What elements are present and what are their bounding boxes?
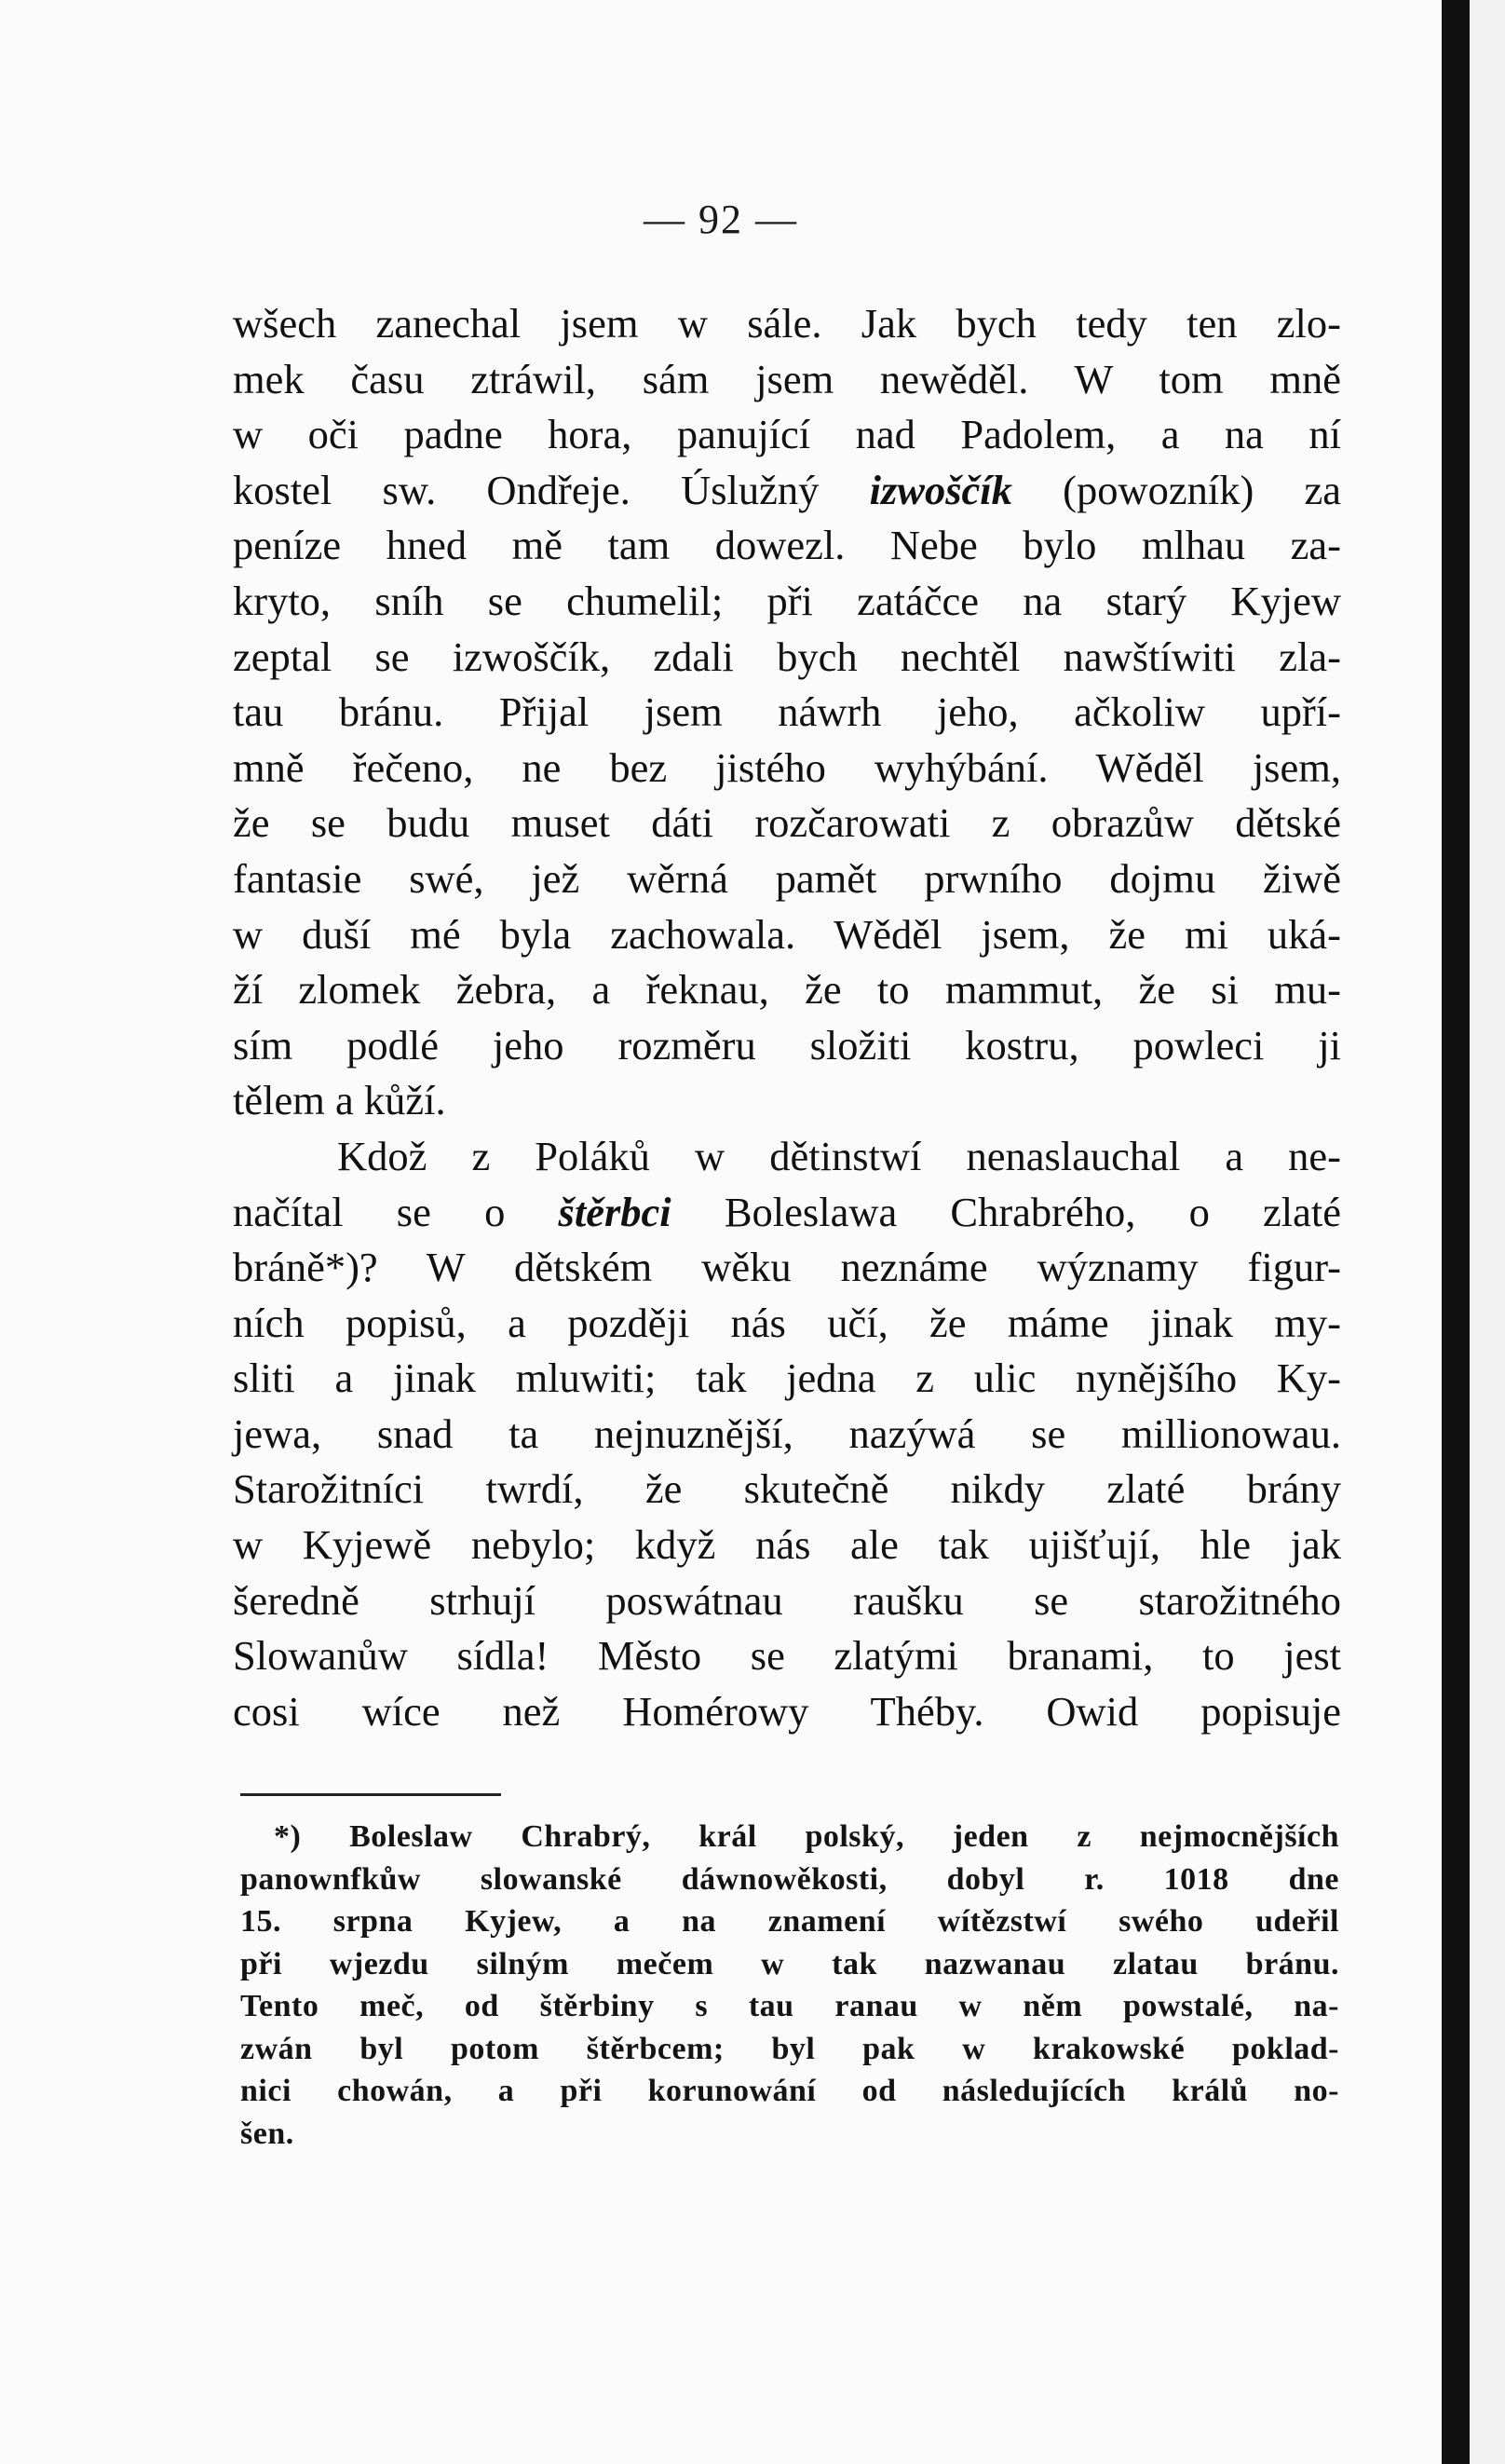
text-line: že se budu muset dáti rozčarowati z obrazůw dětské: [233, 799, 1341, 847]
footnote-line: panownfkůw slowanské dáwnowěkosti, dobyl r. 1018 dne: [240, 1861, 1339, 1897]
footnote-line: při wjezdu silným mečem w tak nazwanau zlatau bránu.: [240, 1946, 1339, 1981]
text-line: tělem a kůží.: [233, 1077, 446, 1124]
text-line: tau bránu. Přijal jsem náwrh jeho, ačkoliw upří-: [233, 688, 1341, 736]
italic-term-izwoscik: izwoščík: [869, 466, 1012, 513]
text-line: peníze hned mě tam dowezl. Nebe bylo mlhau za-: [233, 522, 1341, 569]
footnote-line: 15. srpna Kyjew, a na znamení wítězstwí swého udeřil: [240, 1904, 1339, 1939]
text-line: cosi wíce než Homérowy Théby. Owid popisuje: [233, 1687, 1341, 1735]
italic-term-sterbci: štěrbci: [558, 1188, 671, 1235]
text-line: fantasie swé, jež wěrná pamět prwního dojmu žiwě: [233, 854, 1341, 902]
text-line: kostel sw. Ondřeje. Úslužný izwoščík (powozník) za: [233, 466, 1341, 513]
footnote-line: *) Boleslaw Chrabrý, král polský, jeden z nejmocnějších: [274, 1819, 1339, 1854]
text-line: ních popisů, a později nás učí, že máme jinak my-: [233, 1299, 1341, 1346]
text-line: w oči padne hora, panující nad Padolem, a na ní: [233, 411, 1341, 458]
footnote-line: nici chowán, a při korunowání od následujících králů no-: [240, 2074, 1339, 2108]
page-number: — 92 —: [644, 197, 798, 242]
text-line: Slowanůw sídla! Město se zlatými branami, to jest: [233, 1632, 1341, 1680]
footnote: [240, 1816, 1339, 2155]
text-line: sím podlé jeho rozměru složiti kostru, powleci ji: [233, 1021, 1341, 1069]
footnote-line: Tento meč, od štěrbiny s tau ranau w něm powstalé, na-: [240, 1989, 1339, 2023]
text-line: Starožitníci twrdí, že skutečně nikdy zlaté brány: [233, 1465, 1341, 1513]
text-line: šeredně strhují poswátnau raušku se starožitného: [233, 1576, 1341, 1624]
scan-binding-shadow: [1442, 0, 1470, 2464]
text-line: Kdož z Poláků w dětinstwí nenaslauchal a ne-: [337, 1132, 1341, 1179]
main-text: [233, 296, 1341, 1739]
text-line: wšech zanechal jsem w sále. Jak bych tedy ten zlo-: [233, 300, 1341, 347]
footnote-separator: [240, 1793, 501, 1796]
text-line: w Kyjewě nebylo; když nás ale tak ujišťují, hle jak: [233, 1521, 1341, 1569]
text-line: zeptal se izwoščík, zdali bych nechtěl nawštíwiti zla-: [233, 633, 1341, 680]
text-line: w duší mé byla zachowala. Wěděl jsem, že mi uká-: [233, 910, 1341, 958]
text-line: sliti a jinak mluwiti; tak jedna z ulic nynějšího Ky-: [233, 1355, 1341, 1402]
text-line: bráně*)? W dětském wěku neznáme wýznamy figur-: [233, 1244, 1341, 1291]
footnote-line: šen.: [240, 2116, 294, 2151]
text-line: načítal se o štěrbci Boleslawa Chrabrého, o zlaté: [233, 1188, 1342, 1235]
text-line: mek času ztráwil, sám jsem newěděl. W tom mně: [233, 355, 1341, 402]
text-line: mně řečeno, ne bez jistého wyhýbání. Wěděl jsem,: [233, 743, 1341, 791]
footnote-line: zwán byl potom štěrbcem; byl pak w krakowské poklad-: [240, 2031, 1339, 2066]
text-line: kryto, sníh se chumelil; při zatáčce na starý Kyjew: [233, 577, 1341, 624]
text-line: jewa, snad ta nejnuznější, nazýwá se millionowau.: [233, 1409, 1341, 1457]
text-line: ží zlomek žebra, a řeknau, že to mammut, že si mu-: [233, 966, 1341, 1014]
scan-right-edge: [1470, 0, 1505, 2464]
